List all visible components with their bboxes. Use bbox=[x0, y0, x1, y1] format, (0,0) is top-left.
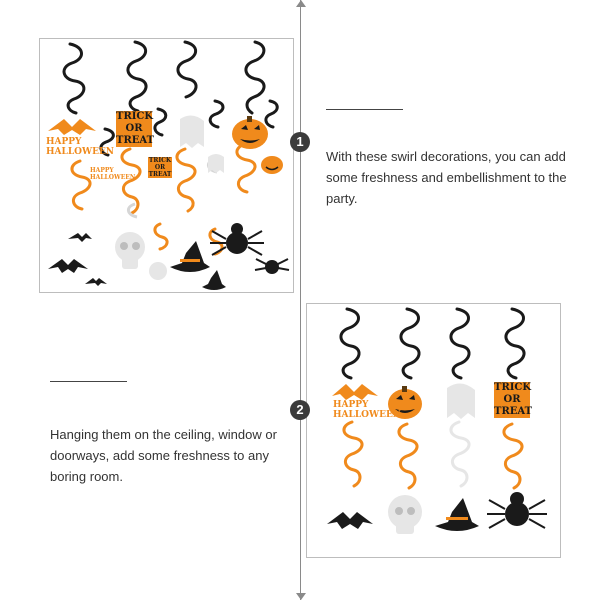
halloween-label: HALLOWEEN bbox=[46, 147, 115, 157]
arrow-up-icon bbox=[296, 0, 306, 7]
or-label: OR bbox=[503, 394, 521, 405]
treat-label: TREAT bbox=[494, 406, 533, 417]
happy-label: HAPPY bbox=[90, 167, 114, 174]
step-number-badge-1: 1 bbox=[290, 132, 310, 152]
halloween-label: HALLOWEEN bbox=[333, 410, 402, 420]
divider-rule-2 bbox=[50, 381, 127, 382]
step-number-badge-2: 2 bbox=[290, 400, 310, 420]
treat-label: TREAT bbox=[148, 171, 172, 178]
trick-label: TRICK bbox=[148, 157, 172, 164]
treat-label: TREAT bbox=[116, 135, 155, 146]
happy-halloween-sign bbox=[333, 400, 401, 420]
happy-label: HAPPY bbox=[333, 400, 369, 410]
happy-label: HAPPY bbox=[46, 137, 82, 147]
trick-label: TRICK bbox=[494, 382, 532, 393]
swirl-decorations-illustration-2 bbox=[307, 304, 560, 557]
trick-or-treat-sign-small bbox=[148, 157, 172, 178]
trick-or-treat-sign bbox=[116, 111, 155, 147]
timeline-line bbox=[300, 0, 301, 600]
or-label: OR bbox=[125, 123, 143, 134]
step-description-2: Hanging them on the ceiling, window or doorways, add some freshness to any boring room. bbox=[50, 427, 277, 484]
arrow-down-icon bbox=[296, 593, 306, 600]
pumpkin-icon bbox=[232, 116, 268, 149]
divider-rule-1 bbox=[326, 109, 403, 110]
happy-halloween-sign bbox=[46, 137, 114, 157]
or-label: OR bbox=[154, 164, 166, 171]
happy-halloween-sign-small bbox=[90, 167, 135, 181]
product-image-1 bbox=[39, 38, 294, 293]
trick-or-treat-sign bbox=[494, 382, 533, 418]
halloween-label: HALLOWEEN bbox=[90, 174, 136, 181]
product-image-2 bbox=[306, 303, 561, 558]
trick-label: TRICK bbox=[116, 111, 154, 122]
step-description-1: With these swirl decorations, you can add some freshness and embellishment to the party. bbox=[326, 149, 567, 206]
